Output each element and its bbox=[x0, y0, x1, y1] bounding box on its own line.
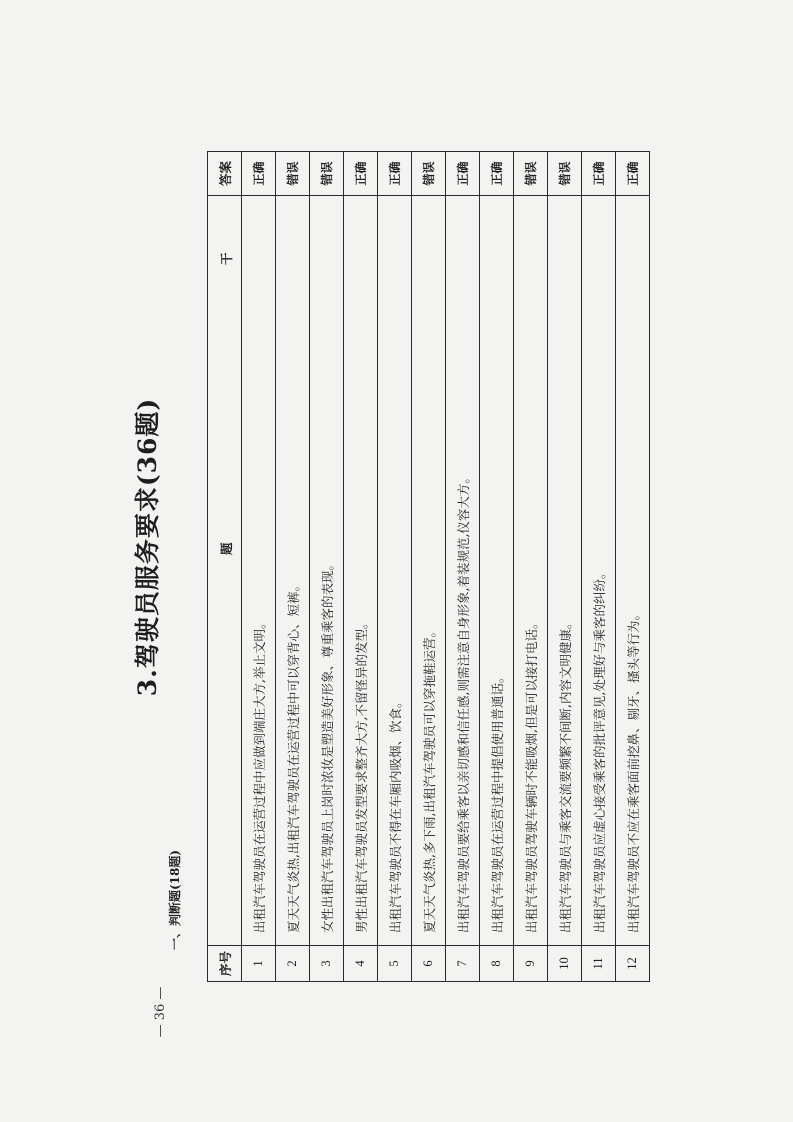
row-answer: 正确 bbox=[378, 152, 412, 196]
header-stem-char-2: 干 bbox=[219, 252, 234, 265]
row-stem: 出租汽车驾驶员在运营过程中应做到端庄大方,举止文明。 bbox=[242, 196, 276, 946]
row-stem: 出租汽车驾驶员要给乘客以亲切感和信任感,则需注意自身形象,着装规范,仪容大方。 bbox=[446, 196, 480, 946]
row-number: 1 bbox=[242, 946, 276, 982]
row-number: 8 bbox=[480, 946, 514, 982]
header-number: 序号 bbox=[208, 946, 242, 982]
row-number: 2 bbox=[276, 946, 310, 982]
table-row bbox=[446, 152, 480, 982]
section-heading: 一、判断题(18题) bbox=[168, 849, 182, 950]
row-answer: 错误 bbox=[276, 152, 310, 196]
row-number: 6 bbox=[412, 946, 446, 982]
row-number: 7 bbox=[446, 946, 480, 982]
row-stem: 出租汽车驾驶员驾驶车辆时不能吸烟,但是可以接打电话。 bbox=[514, 196, 548, 946]
table-row bbox=[242, 152, 276, 982]
row-answer: 正确 bbox=[242, 152, 276, 196]
row-answer: 正确 bbox=[344, 152, 378, 196]
table-header-row bbox=[208, 152, 242, 982]
row-answer: 错误 bbox=[548, 152, 582, 196]
row-stem: 出租汽车驾驶员应虚心接受乘客的批评意见,处理好与乘客的纠纷。 bbox=[582, 196, 616, 946]
table-row bbox=[276, 152, 310, 982]
table-row bbox=[514, 152, 548, 982]
row-stem: 夏天天气炎热,出租汽车驾驶员在运营过程中可以穿背心、短裤。 bbox=[276, 196, 310, 946]
row-number: 11 bbox=[582, 946, 616, 982]
table-row bbox=[412, 152, 446, 982]
table-row bbox=[548, 152, 582, 982]
row-answer: 正确 bbox=[446, 152, 480, 196]
row-number: 9 bbox=[514, 946, 548, 982]
table-row bbox=[480, 152, 514, 982]
header-stem-char-1: 题 bbox=[219, 542, 234, 555]
page-number: — 36 — bbox=[153, 986, 168, 1038]
header-stem bbox=[208, 196, 242, 946]
table-row bbox=[310, 152, 344, 982]
row-stem: 出租汽车驾驶员与乘客交流要频繁不间断,内容文明健康。 bbox=[548, 196, 582, 946]
table-row bbox=[616, 152, 650, 982]
row-answer: 正确 bbox=[616, 152, 650, 196]
row-stem: 男性出租汽车驾驶员发型要求整齐大方,不留怪异的发型。 bbox=[344, 196, 378, 946]
row-answer: 错误 bbox=[514, 152, 548, 196]
table-row bbox=[582, 152, 616, 982]
row-number: 3 bbox=[310, 946, 344, 982]
row-answer: 正确 bbox=[480, 152, 514, 196]
question-table bbox=[207, 151, 650, 982]
row-number: 4 bbox=[344, 946, 378, 982]
row-stem: 出租汽车驾驶员在运营过程中提倡使用普通话。 bbox=[480, 196, 514, 946]
row-number: 12 bbox=[616, 946, 650, 982]
row-stem: 夏天天气炎热,多下雨,出租汽车驾驶员可以穿拖鞋运营。 bbox=[412, 196, 446, 946]
row-stem: 女性出租汽车驾驶员上岗时浓妆是塑造美好形象、尊重乘客的表现。 bbox=[310, 196, 344, 946]
row-answer: 错误 bbox=[310, 152, 344, 196]
page-title: 3.驾驶员服务要求(36题) bbox=[133, 397, 162, 697]
row-number: 5 bbox=[378, 946, 412, 982]
row-stem: 出租汽车驾驶员不应在乘客面前挖鼻、剔牙、搔头等行为。 bbox=[616, 196, 650, 946]
table-row bbox=[378, 152, 412, 982]
row-stem: 出租汽车驾驶员不得在车厢内吸烟、饮食。 bbox=[378, 196, 412, 946]
row-number: 10 bbox=[548, 946, 582, 982]
row-answer: 正确 bbox=[582, 152, 616, 196]
header-answer: 答案 bbox=[208, 152, 242, 196]
table-row bbox=[344, 152, 378, 982]
row-answer: 错误 bbox=[412, 152, 446, 196]
